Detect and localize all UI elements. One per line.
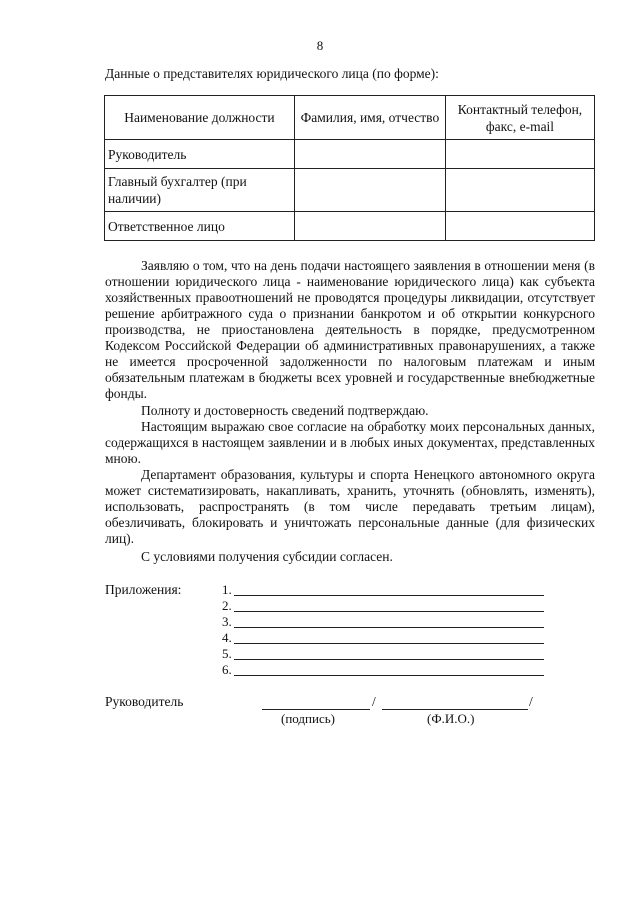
signature-line[interactable]: [262, 709, 370, 710]
table-row: [105, 212, 595, 241]
intro-text: Данные о представителях юридического лица (по форме):: [105, 66, 439, 81]
table-row: [105, 140, 595, 169]
page-number: 8: [316, 38, 324, 53]
cell-position: Ответственное лицо: [105, 212, 295, 241]
signatory-label: Руководитель: [105, 694, 184, 709]
attachment-number: 4.: [222, 630, 232, 645]
representatives-table: [104, 95, 595, 241]
declaration-text: Заявляю о том, что на день подачи настоящего заявления в отношении меня (в отношении юридического лица - наименование юридического лица) как субъекта хозяйственных правоотношений не проводятся процедуры ликвидации, отсутствует решение арбитражного суда о признании банкротом и об открытии конкурсного производства, не приостановлена деятельность в порядке, предусмотренном Кодексом Российской Федерации об административных правонарушениях, а также не имеется просроченной задолженности по налоговым платежам и иным обязательным платежам в бюджеты всех уровней и государственные внебюджетные фонды.: [105, 258, 595, 401]
confirmation-text: Полноту и достоверность сведений подтверждаю.: [141, 403, 429, 418]
confirmation-paragraph: [105, 403, 595, 419]
consent-text: Настоящим выражаю свое согласие на обработку моих персональных данных, содержащихся в настоящем заявлении и в любых иных документах, представленных мною.: [105, 419, 595, 466]
cell-name[interactable]: [294, 169, 445, 212]
full-name-caption: (Ф.И.О.): [427, 711, 475, 726]
cell-contact[interactable]: [445, 212, 594, 241]
cell-contact[interactable]: [445, 169, 594, 212]
attachment-number: 6.: [222, 662, 232, 677]
attachment-number: 3.: [222, 614, 232, 629]
attachment-line[interactable]: [222, 662, 234, 678]
attachments-label: Приложения:: [105, 582, 182, 597]
cell-contact[interactable]: [445, 140, 594, 169]
attachment-number: 2.: [222, 598, 232, 613]
attachment-line[interactable]: [222, 598, 234, 614]
attachment-line[interactable]: [222, 614, 234, 630]
table-header-row: [105, 96, 595, 140]
declaration-paragraph: [105, 258, 595, 402]
table-row: [105, 169, 595, 212]
header-full-name: Фамилия, имя, отчество: [294, 96, 445, 140]
attachment-number: 5.: [222, 646, 232, 661]
cell-position: Главный бухгалтер (при наличии): [105, 169, 295, 212]
cell-position: Руководитель: [105, 140, 295, 169]
signature-caption: (подпись): [281, 711, 335, 726]
agreement-paragraph: [105, 549, 595, 565]
header-position: Наименование должности: [105, 96, 295, 140]
full-name-line[interactable]: [382, 709, 528, 710]
attachment-number: 1.: [222, 582, 232, 597]
attachment-line[interactable]: [222, 582, 234, 598]
separator-slash: /: [529, 694, 533, 709]
department-text: Департамент образования, культуры и спорта Ненецкого автономного округа может систематизировать, накапливать, хранить, уточнять (обновлять, изменять), использовать, распространять (в том числе передавать третьим лицам), обезличивать, блокировать и уничтожать персональные данные (для физических лиц).: [105, 467, 595, 546]
separator-slash: /: [372, 694, 376, 709]
attachment-line[interactable]: [222, 630, 234, 646]
cell-name[interactable]: [294, 212, 445, 241]
header-contact: Контактный телефон, факс, e-mail: [445, 96, 594, 140]
department-paragraph: [105, 467, 595, 547]
attachment-line[interactable]: [222, 646, 234, 662]
cell-name[interactable]: [294, 140, 445, 169]
agreement-text: С условиями получения субсидии согласен.: [141, 549, 393, 564]
consent-paragraph: [105, 419, 595, 467]
